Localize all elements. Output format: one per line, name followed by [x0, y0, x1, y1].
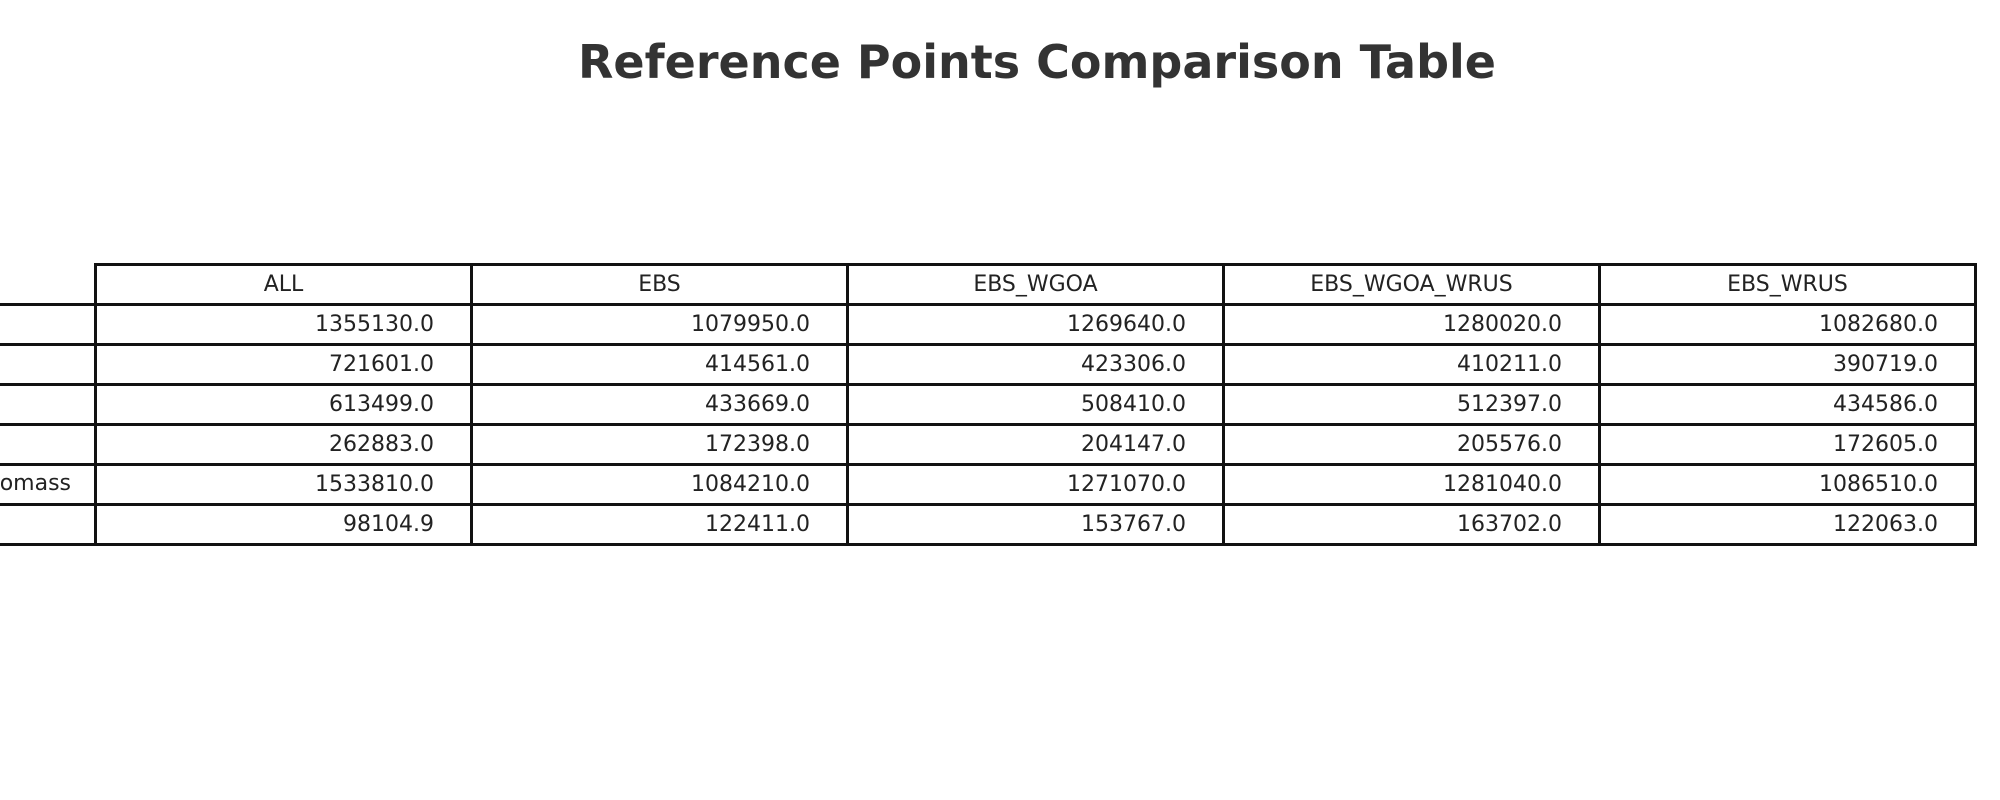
table-cell: 1084210.0 [472, 465, 848, 505]
table-cell: 122411.0 [472, 505, 848, 545]
row-divider [0, 343, 96, 346]
table-cell: 1082680.0 [1600, 305, 1976, 345]
table-cell: 1533810.0 [96, 465, 472, 505]
column-header: EBS [472, 265, 848, 305]
table-header-row [96, 265, 1976, 305]
table-cell: 508410.0 [848, 385, 1224, 425]
row-divider [0, 543, 96, 546]
table-cell: 1271070.0 [848, 465, 1224, 505]
table-cell: 1280020.0 [1224, 305, 1600, 345]
table-cell: 153767.0 [848, 505, 1224, 545]
row-divider [0, 503, 96, 506]
table-row [96, 425, 1976, 465]
reference-points-table [94, 263, 1977, 546]
table-cell: 205576.0 [1224, 425, 1600, 465]
column-header: EBS_WRUS [1600, 265, 1976, 305]
table-cell: 1079950.0 [472, 305, 848, 345]
column-header: EBS_WGOA [848, 265, 1224, 305]
table-cell: 122063.0 [1600, 505, 1976, 545]
chart-title: Reference Points Comparison Table [577, 35, 1496, 89]
table-container [0, 263, 2000, 563]
row-divider [0, 303, 96, 306]
table-cell: 512397.0 [1224, 385, 1600, 425]
table-cell: 423306.0 [848, 345, 1224, 385]
table-cell: 390719.0 [1600, 345, 1976, 385]
row-divider [0, 383, 96, 386]
table-cell: 172398.0 [472, 425, 848, 465]
table-cell: 98104.9 [96, 505, 472, 545]
table-row [96, 345, 1976, 385]
table-cell: 721601.0 [96, 345, 472, 385]
table-cell: 613499.0 [96, 385, 472, 425]
row-divider [0, 463, 96, 466]
table-cell: 172605.0 [1600, 425, 1976, 465]
table-cell: 262883.0 [96, 425, 472, 465]
table-cell: 410211.0 [1224, 345, 1600, 385]
table-row [96, 505, 1976, 545]
table-row [96, 385, 1976, 425]
table-cell: 163702.0 [1224, 505, 1600, 545]
table-cell: 1355130.0 [96, 305, 472, 345]
table-cell: 1281040.0 [1224, 465, 1600, 505]
table-cell: 433669.0 [472, 385, 848, 425]
table-cell: 204147.0 [848, 425, 1224, 465]
table-cell: 414561.0 [472, 345, 848, 385]
table-cell: 1269640.0 [848, 305, 1224, 345]
row-divider [0, 423, 96, 426]
column-header: EBS_WGOA_WRUS [1224, 265, 1600, 305]
table-cell: 1086510.0 [1600, 465, 1976, 505]
table-cell: 434586.0 [1600, 385, 1976, 425]
column-header: ALL [96, 265, 472, 305]
row-label: omass [0, 471, 71, 496]
table-row [96, 465, 1976, 505]
table-row [96, 305, 1976, 345]
